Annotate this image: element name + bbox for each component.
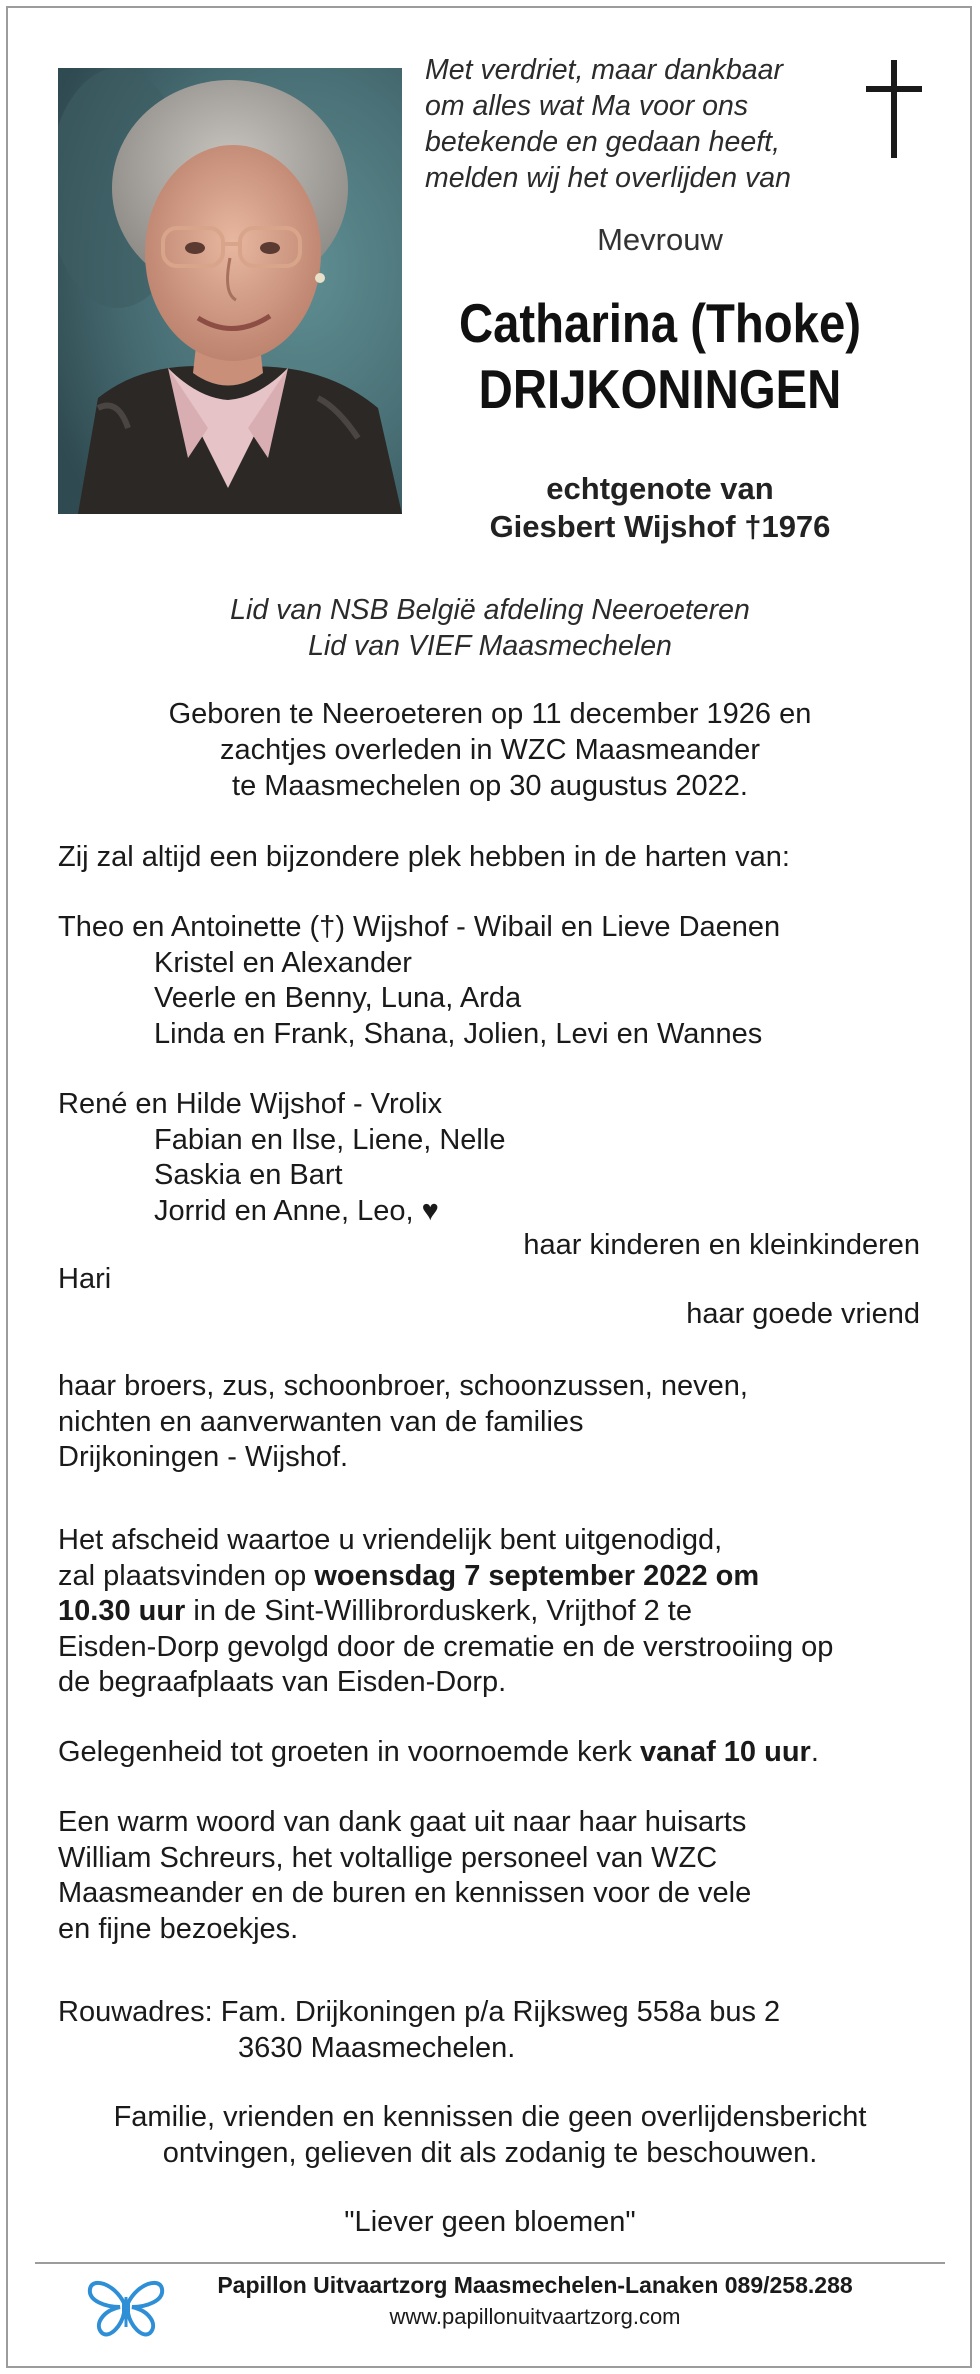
hearts-intro: Zij zal altijd een bijzondere plek hebben in de harten van: bbox=[58, 841, 790, 873]
intro-line: melden wij het overlijden van bbox=[425, 162, 791, 194]
no-flowers-note: "Liever geen bloemen" bbox=[344, 2206, 636, 2238]
friend-name: Hari bbox=[58, 1263, 112, 1295]
family-group-1 bbox=[58, 910, 780, 1052]
spouse-info bbox=[410, 470, 910, 546]
farewell-info bbox=[58, 1523, 833, 1701]
honorific: Mevrouw bbox=[597, 222, 723, 257]
memberships bbox=[0, 592, 980, 664]
deceased-first-name: Catharina (Thoke) bbox=[458, 292, 862, 354]
family-member: Fabian en Ilse, Liene, Nelle bbox=[154, 1123, 506, 1156]
footer-divider bbox=[35, 2262, 945, 2264]
membership-line: Lid van NSB België afdeling Neeroeteren bbox=[230, 594, 750, 626]
deceased-name bbox=[445, 290, 875, 422]
mourning-address bbox=[58, 1995, 780, 2066]
family-parents: Theo en Antoinette (†) Wijshof - Wibail en Lieve Daenen bbox=[58, 911, 781, 943]
thanks-line: en fijne bezoekjes. bbox=[58, 1912, 299, 1945]
relatives bbox=[58, 1369, 748, 1476]
friend-caption: haar goede vriend bbox=[686, 1298, 920, 1330]
thanks-line: Een warm woord van dank gaat uit naar haar huisarts bbox=[58, 1806, 747, 1838]
funeral-company: Papillon Uitvaartzorg Maasmechelen-Lanaken 089/258.288 bbox=[217, 2272, 853, 2298]
thanks-line: Maasmeander en de buren en kennissen voor de vele bbox=[58, 1877, 752, 1909]
family-member: Saskia en Bart bbox=[154, 1159, 343, 1191]
farewell-time: 10.30 uur bbox=[58, 1595, 186, 1627]
notice-line: ontvingen, gelieven dit als zodanig te beschouwen. bbox=[162, 2136, 818, 2169]
notice-text bbox=[0, 2100, 980, 2171]
relatives-line: haar broers, zus, schoonbroer, schoonzussen, neven, bbox=[58, 1370, 748, 1402]
farewell-line: de begraafplaats van Eisden-Dorp. bbox=[58, 1666, 507, 1698]
death-line: zachtjes overleden in WZC Maasmeander bbox=[220, 734, 760, 766]
greeting-info: Gelegenheid tot groeten in voornoemde kerk vanaf 10 uur. bbox=[58, 1736, 819, 1768]
thanks-text bbox=[58, 1805, 751, 1947]
greeting-time: vanaf 10 uur bbox=[639, 1736, 811, 1768]
farewell-date: woensdag 7 september 2022 om bbox=[314, 1559, 760, 1592]
spouse-caption: echtgenote van bbox=[546, 471, 774, 506]
family-member: Veerle en Benny, Luna, Arda bbox=[154, 982, 522, 1014]
death-place-line: te Maasmechelen op 30 augustus 2022. bbox=[232, 770, 748, 802]
thanks-line: William Schreurs, het voltallige personeel van WZC bbox=[58, 1841, 718, 1874]
address-line: Rouwadres: Fam. Drijkoningen p/a Rijksweg 558a bus 2 bbox=[58, 1996, 781, 2028]
family-member: Linda en Frank, Shana, Jolien, Levi en Wannes bbox=[154, 1017, 763, 1050]
relatives-line: nichten en aanverwanten van de families bbox=[58, 1405, 584, 1438]
membership-line: Lid van VIEF Maasmechelen bbox=[308, 630, 672, 662]
farewell-line: Het afscheid waartoe u vriendelijk bent uitgenodigd, bbox=[58, 1524, 723, 1556]
butterfly-logo-icon bbox=[84, 2273, 168, 2341]
family-group-2 bbox=[58, 1087, 505, 1229]
latin-cross-icon bbox=[866, 60, 922, 160]
family-parents: René en Hilde Wijshof - Vrolix bbox=[58, 1088, 443, 1120]
farewell-line: zal plaatsvinden op woensdag 7 september 2022 om bbox=[58, 1559, 760, 1592]
intro-line: Met verdriet, maar dankbaar bbox=[425, 54, 783, 86]
deceased-last-name: DRIJKONINGEN bbox=[478, 358, 842, 420]
birth-line: Geboren te Neeroeteren op 11 december 1926 en bbox=[168, 698, 812, 730]
notice-line: Familie, vrienden en kennissen die geen overlijdensbericht bbox=[113, 2101, 867, 2133]
farewell-line: 10.30 uur in de Sint-Willibrorduskerk, Vrijthof 2 te bbox=[58, 1595, 692, 1627]
portrait-photo bbox=[58, 68, 402, 514]
address-city: 3630 Maasmechelen. bbox=[238, 2031, 516, 2064]
intro-text bbox=[425, 52, 845, 196]
family-member: Kristel en Alexander bbox=[154, 946, 412, 979]
children-caption: haar kinderen en kleinkinderen bbox=[523, 1229, 920, 1261]
birth-death-info bbox=[0, 696, 980, 804]
spouse-name: Giesbert Wijshof †1976 bbox=[489, 509, 831, 544]
intro-line: betekende en gedaan heeft, bbox=[425, 126, 780, 158]
family-member: Jorrid en Anne, Leo, ♥ bbox=[154, 1194, 439, 1227]
farewell-line: Eisden-Dorp gevolgd door de crematie en de verstrooiing op bbox=[58, 1630, 834, 1663]
intro-line: om alles wat Ma voor ons bbox=[425, 90, 749, 122]
relatives-line: Drijkoningen - Wijshof. bbox=[58, 1441, 349, 1473]
company-website[interactable]: www.papillonuitvaartzorg.com bbox=[389, 2304, 681, 2329]
